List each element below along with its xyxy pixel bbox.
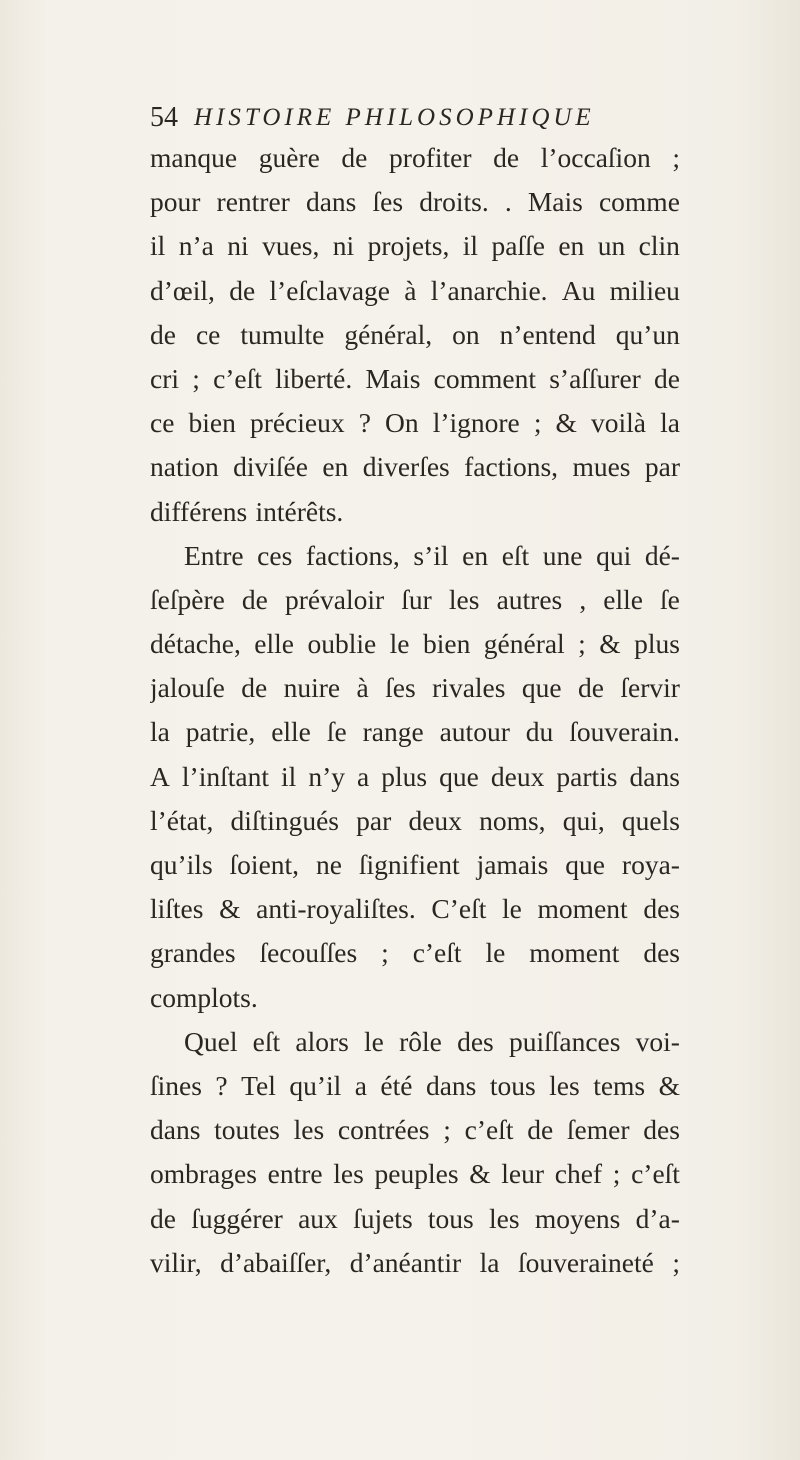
text-line: ombrages entre les peuples & leur chef ; c’eſt (150, 1158, 680, 1190)
body-text (150, 136, 680, 1285)
text-line: manque guère de profiter de l’occaſion ; (150, 142, 680, 173)
text-line: d’œil, de l’eſclavage à l’anarchie. Au milieu (150, 274, 680, 306)
text-line: qu’ils ſoient, ne ſignifient jamais que roya- (150, 849, 680, 880)
text-line: différens intérêts. (150, 495, 344, 527)
text-line: la patrie, elle ſe range autour du ſouverain. (150, 716, 680, 748)
page-number: 54 (150, 102, 178, 133)
text-line: l’état, diſtingués par deux noms, qui, quels (150, 804, 680, 836)
text-line: de ce tumulte général, on n’entend qu’un (150, 318, 680, 350)
text-line: liſtes & anti-royaliſtes. C’eſt le moment des (150, 893, 680, 925)
text-line: complots. (150, 981, 258, 1013)
text-line: détache, elle oublie le bien général ; & plus (150, 628, 680, 660)
text-line: ce bien précieux ? On l’ignore ; & voilà la (150, 407, 680, 439)
text-line: ſines ? Tel qu’il a été dans tous les tems & (150, 1069, 680, 1101)
text-line: ſeſpère de prévaloir ſur les autres , elle ſe (150, 583, 680, 615)
text-line: grandes ſecouſſes ; c’eſt le moment des (150, 937, 680, 969)
text-line: il n’a ni vues, ni projets, il paſſe en un clin (150, 230, 680, 262)
running-title: HISTOIRE PHILOSOPHIQUE (194, 104, 595, 131)
text-line: de ſuggérer aux ſujets tous les moyens d’a- (150, 1202, 680, 1234)
text-line: Quel eſt alors le rôle des puiſſances voi- (184, 1025, 680, 1057)
page-header (150, 100, 670, 136)
text-line: dans toutes les contrées ; c’eſt de ſemer des (150, 1114, 680, 1146)
text-line: cri ; c’eſt liberté. Mais comment s’aſſurer de (150, 362, 680, 394)
text-line: A l’inſtant il n’y a plus que deux partis dans (150, 760, 680, 792)
text-line: vilir, d’abaiſſer, d’anéantir la ſouveraineté ; (150, 1246, 680, 1278)
text-line: jalouſe de nuire à ſes rivales que de ſervir (150, 672, 680, 704)
text-line: nation diviſée en diverſes factions, mues par (150, 451, 680, 483)
text-line: Entre ces factions, s’il en eſt une qui dé- (184, 539, 680, 571)
text-line: pour rentrer dans ſes droits. . Mais comme (150, 186, 680, 218)
